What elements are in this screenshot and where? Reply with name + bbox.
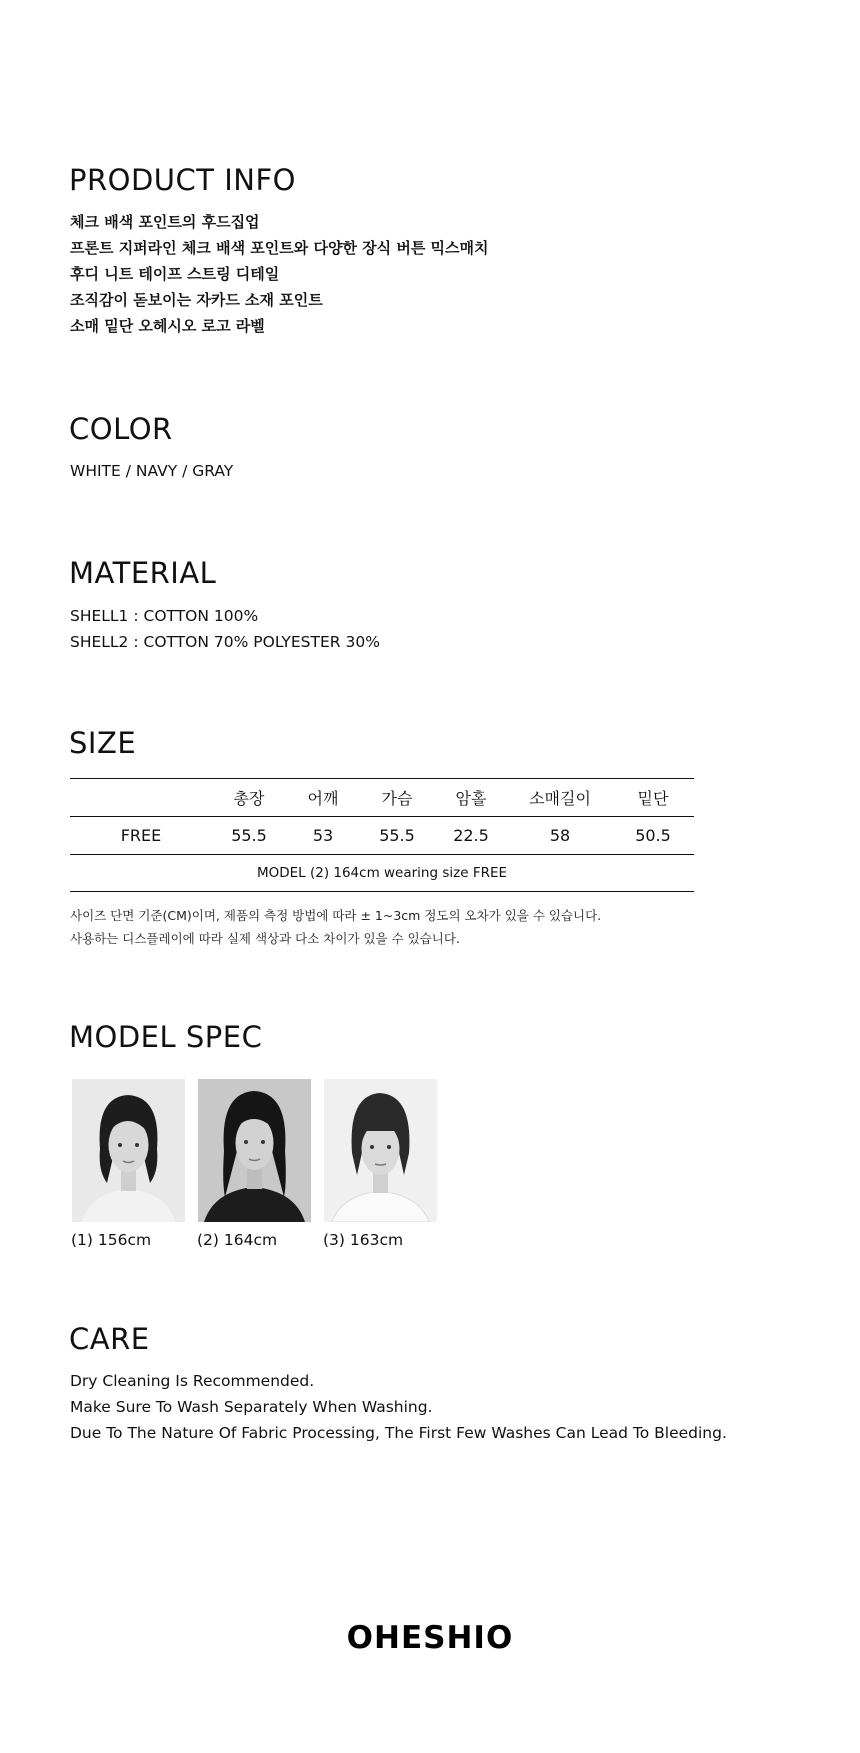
size-header-cell: 가슴 — [381, 789, 413, 808]
model-photo — [72, 1079, 185, 1222]
model-caption: (2) 164cm — [197, 1231, 278, 1249]
product-info-line: 소매 밑단 오헤시오 로고 라벨 — [70, 317, 265, 335]
size-table — [70, 778, 694, 892]
model-caption: (3) 163cm — [323, 1231, 404, 1249]
color-list — [70, 458, 233, 484]
product-info-list — [70, 209, 489, 339]
material-title: MATERIAL — [69, 556, 217, 590]
size-cell: 22.5 — [453, 826, 489, 845]
material-line: SHELL1 : COTTON 100% — [70, 607, 259, 625]
model-card — [197, 1079, 311, 1249]
model-photo — [198, 1079, 311, 1222]
color-title: COLOR — [69, 412, 173, 446]
model-photo — [324, 1079, 437, 1222]
size-header-cell: 소매길이 — [529, 789, 591, 808]
care-title: CARE — [69, 1322, 150, 1356]
size-cell: 53 — [312, 826, 334, 845]
brand-logo: OHESHIO — [346, 1620, 514, 1656]
size-cell: 50.5 — [635, 826, 671, 845]
model-caption: (1) 156cm — [71, 1231, 152, 1249]
size-header-cell — [70, 779, 212, 817]
material-line: SHELL2 : COTTON 70% POLYESTER 30% — [70, 633, 380, 651]
color-value: WHITE / NAVY / GRAY — [70, 462, 234, 480]
size-header-cell: 밑단 — [637, 789, 669, 808]
size-cell: 58 — [549, 826, 571, 845]
size-notes — [70, 904, 601, 950]
size-table-row — [70, 817, 694, 855]
care-list — [70, 1368, 727, 1446]
size-header-cell: 어깨 — [307, 789, 339, 808]
product-info-line: 체크 배색 포인트의 후드집업 — [70, 213, 260, 231]
material-list — [70, 603, 380, 655]
product-info-title: PRODUCT INFO — [69, 163, 296, 197]
size-cell: 55.5 — [379, 826, 415, 845]
size-model-note: MODEL (2) 164cm wearing size FREE — [256, 865, 508, 881]
size-cell: 55.5 — [231, 826, 267, 845]
model-spec-title: MODEL SPEC — [69, 1020, 263, 1054]
care-line: Due To The Nature Of Fabric Processing, The First Few Washes Can Lead To Bleeding. — [70, 1424, 727, 1442]
size-table-header-row — [70, 779, 694, 817]
size-note: 사이즈 단면 기준(CM)이며, 제품의 측정 방법에 따라 ± 1~3cm 정도의 오차가 있을 수 있습니다. — [70, 908, 602, 923]
size-model-note-row — [70, 855, 694, 892]
product-info-line: 후디 니트 테이프 스트링 디테일 — [70, 265, 280, 283]
size-title: SIZE — [69, 726, 137, 760]
size-header-cell: 총장 — [233, 789, 265, 808]
care-line: Dry Cleaning Is Recommended. — [70, 1372, 315, 1390]
product-info-line: 조직감이 돋보이는 자카드 소재 포인트 — [70, 291, 323, 309]
size-note: 사용하는 디스플레이에 따라 실제 색상과 다소 차이가 있을 수 있습니다. — [70, 931, 460, 946]
product-info-line: 프론트 지퍼라인 체크 배색 포인트와 다양한 장식 버튼 믹스매치 — [70, 239, 489, 257]
model-card — [71, 1079, 185, 1249]
size-header-cell: 암홀 — [455, 789, 487, 808]
care-line: Make Sure To Wash Separately When Washing. — [70, 1398, 433, 1416]
model-card — [323, 1079, 437, 1249]
size-cell: FREE — [120, 826, 162, 845]
